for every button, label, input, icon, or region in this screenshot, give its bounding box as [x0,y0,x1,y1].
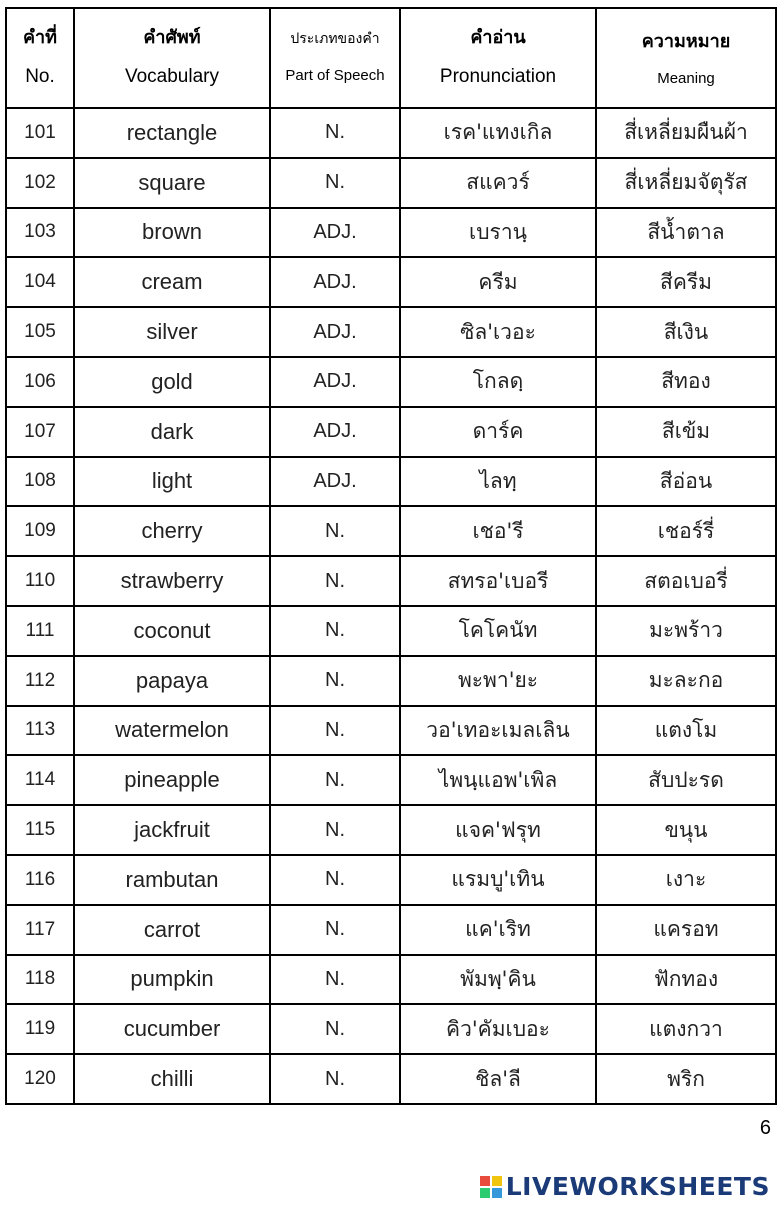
header-no [6,8,74,108]
cell-number: 116 [6,855,74,905]
cell-vocabulary: rectangle [74,108,270,158]
cell-meaning: สีเงิน [596,307,776,357]
cell-part-of-speech: ADJ. [270,407,400,457]
cell-vocabulary: pineapple [74,755,270,805]
table-row [6,805,776,855]
cell-vocabulary: papaya [74,656,270,706]
cell-pronunciation: พัมพฺ'คิน [400,955,596,1005]
table-row [6,1004,776,1054]
cell-meaning: สี่เหลี่ยมจัตุรัส [596,158,776,208]
cell-part-of-speech: ADJ. [270,208,400,258]
cell-meaning: เงาะ [596,855,776,905]
cell-vocabulary: square [74,158,270,208]
cell-part-of-speech: ADJ. [270,457,400,507]
cell-part-of-speech: ADJ. [270,357,400,407]
cell-part-of-speech: ADJ. [270,307,400,357]
cell-meaning: มะละกอ [596,656,776,706]
cell-part-of-speech: N. [270,706,400,756]
table-row [6,506,776,556]
cell-vocabulary: brown [74,208,270,258]
cell-meaning: พริก [596,1054,776,1104]
cell-pronunciation: เรค'แทงเกิล [400,108,596,158]
cell-vocabulary: silver [74,307,270,357]
cell-vocabulary: pumpkin [74,955,270,1005]
cell-vocabulary: chilli [74,1054,270,1104]
table-row [6,457,776,507]
cell-number: 108 [6,457,74,507]
header-part-of-speech-english: Part of Speech [285,67,385,84]
cell-part-of-speech: N. [270,556,400,606]
cell-pronunciation: คิว'คัมเบอะ [400,1004,596,1054]
cell-number: 119 [6,1004,74,1054]
cell-meaning: สีเข้ม [596,407,776,457]
cell-number: 120 [6,1054,74,1104]
table-row [6,158,776,208]
table-row [6,755,776,805]
cell-meaning: สีทอง [596,357,776,407]
cell-vocabulary: cream [74,257,270,307]
brand-name: LIVEWORKSHEETS [505,1172,770,1201]
brand-logo [480,1172,770,1201]
cell-number: 105 [6,307,74,357]
table-row [6,905,776,955]
header-pronunciation [400,8,596,108]
table-row [6,208,776,258]
cell-number: 113 [6,706,74,756]
cell-meaning: เชอร์รี่ [596,506,776,556]
cell-number: 111 [6,606,74,656]
cell-number: 104 [6,257,74,307]
cell-pronunciation: ซิล'เวอะ [400,307,596,357]
table-header-row [6,8,776,108]
cell-vocabulary: carrot [74,905,270,955]
page-number: 6 [759,1117,771,1139]
cell-pronunciation: เบรานฺ [400,208,596,258]
table-row [6,307,776,357]
table-row [6,656,776,706]
cell-vocabulary: cherry [74,506,270,556]
cell-meaning: สีน้ำตาล [596,208,776,258]
cell-part-of-speech: N. [270,1004,400,1054]
table-row [6,257,776,307]
cell-part-of-speech: ADJ. [270,257,400,307]
cell-pronunciation: แรมบู'เทิน [400,855,596,905]
table-row [6,108,776,158]
header-meaning-thai: ความหมาย [641,31,731,52]
cell-meaning: ขนุน [596,805,776,855]
cell-number: 114 [6,755,74,805]
cell-meaning: สีอ่อน [596,457,776,507]
header-pronunciation-thai: คำอ่าน [470,27,526,48]
cell-meaning: มะพร้าว [596,606,776,656]
cell-number: 115 [6,805,74,855]
cell-number: 102 [6,158,74,208]
cell-number: 112 [6,656,74,706]
liveworksheets-logo-icon [480,1176,502,1198]
cell-pronunciation: ไลทฺ [400,457,596,507]
cell-meaning: สี่เหลี่ยมผืนผ้า [596,108,776,158]
cell-pronunciation: สทรอ'เบอรี [400,556,596,606]
cell-number: 109 [6,506,74,556]
cell-meaning: สตอเบอรี่ [596,556,776,606]
cell-vocabulary: dark [74,407,270,457]
cell-vocabulary: rambutan [74,855,270,905]
cell-number: 107 [6,407,74,457]
cell-meaning: แครอท [596,905,776,955]
cell-vocabulary: gold [74,357,270,407]
cell-pronunciation: แค'เริท [400,905,596,955]
cell-number: 118 [6,955,74,1005]
header-meaning [596,8,776,108]
cell-vocabulary: strawberry [74,556,270,606]
header-no-english: No. [25,66,55,87]
cell-vocabulary: coconut [74,606,270,656]
cell-pronunciation: โคโคนัท [400,606,596,656]
cell-pronunciation: สแควร์ [400,158,596,208]
table-row [6,955,776,1005]
cell-vocabulary: light [74,457,270,507]
cell-pronunciation: พะพา'ยะ [400,656,596,706]
cell-pronunciation: ไพนฺแอพ'เพิล [400,755,596,805]
cell-part-of-speech: N. [270,855,400,905]
vocabulary-table [5,7,777,1105]
table-row [6,407,776,457]
cell-pronunciation: ดาร์ค [400,407,596,457]
cell-meaning: แตงโม [596,706,776,756]
cell-number: 117 [6,905,74,955]
header-part-of-speech [270,8,400,108]
cell-pronunciation: ครีม [400,257,596,307]
cell-part-of-speech: N. [270,606,400,656]
cell-pronunciation: ชิล'ลี [400,1054,596,1104]
cell-number: 106 [6,357,74,407]
cell-part-of-speech: N. [270,805,400,855]
cell-part-of-speech: N. [270,1054,400,1104]
header-vocabulary-thai: คำศัพท์ [143,27,201,48]
cell-vocabulary: jackfruit [74,805,270,855]
cell-pronunciation: โกลดฺ [400,357,596,407]
table-row [6,855,776,905]
table-row [6,1054,776,1104]
cell-meaning: ฟักทอง [596,955,776,1005]
cell-pronunciation: วอ'เทอะเมลเลิน [400,706,596,756]
table-row [6,706,776,756]
cell-pronunciation: เชอ'รี [400,506,596,556]
header-no-thai: คำที่ [22,27,57,48]
header-pronunciation-english: Pronunciation [439,66,557,87]
cell-number: 101 [6,108,74,158]
cell-part-of-speech: N. [270,905,400,955]
header-meaning-english: Meaning [657,70,715,87]
cell-part-of-speech: N. [270,506,400,556]
cell-vocabulary: cucumber [74,1004,270,1054]
header-vocabulary-english: Vocabulary [124,66,219,87]
table-row [6,606,776,656]
cell-number: 110 [6,556,74,606]
cell-vocabulary: watermelon [74,706,270,756]
cell-number: 103 [6,208,74,258]
cell-part-of-speech: N. [270,955,400,1005]
vocabulary-rows [6,108,776,1104]
cell-meaning: แตงกวา [596,1004,776,1054]
header-vocabulary [74,8,270,108]
cell-part-of-speech: N. [270,656,400,706]
cell-part-of-speech: N. [270,755,400,805]
table-row [6,556,776,606]
cell-meaning: สับปะรด [596,755,776,805]
cell-pronunciation: แจค'ฟรุท [400,805,596,855]
table-row [6,357,776,407]
cell-meaning: สีครีม [596,257,776,307]
cell-part-of-speech: N. [270,158,400,208]
header-part-of-speech-thai: ประเภทของคำ [290,31,380,47]
cell-part-of-speech: N. [270,108,400,158]
